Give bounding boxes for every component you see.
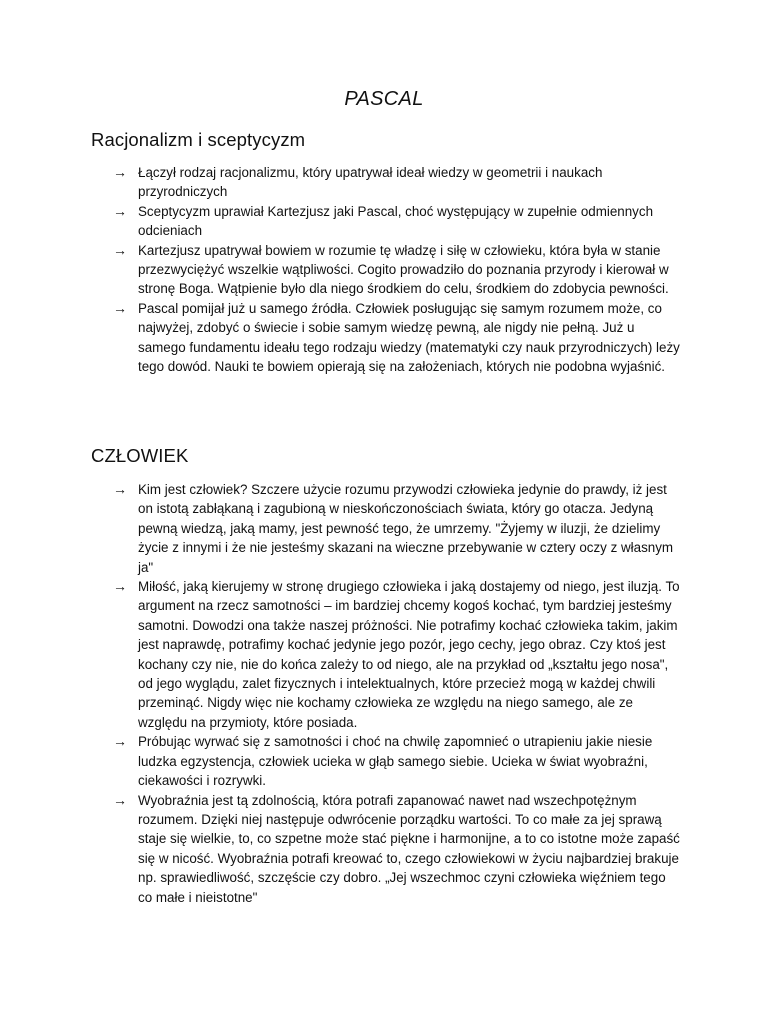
list-item-text: Wyobraźnia jest tą zdolnością, która potrafi zapanować nawet nad wszechpotężnym rozumem. Dzięki niej następuje odwrócenie porządku wartości. To co małe za jej sprawą staje się wielkie, to, co szpetne może stać piękne i harmonijne, a to co istotne może zapaść się w nicość. Wyobraźnia potrafi kreować to, czego człowiekowi w życiu najbardziej brakuje np. sprawiedliwość, szczęście czy dobro. „Jej wszechmoc czyni człowieka więźniem tego co małe i nieistotne": [138, 792, 680, 905]
list-item: [113, 791, 683, 907]
arrow-right-icon: →: [113, 164, 127, 180]
list-item: [113, 480, 683, 577]
arrow-right-icon: →: [113, 299, 127, 316]
list-item-text: Łączył rodzaj racjonalizmu, który upatrywał ideał wiedzy w geometrii i naukach przyrodniczych: [138, 165, 603, 200]
list-item: [113, 202, 683, 241]
list-item: [113, 241, 683, 299]
list-item: [113, 299, 683, 377]
list-item-text: Miłość, jaką kierujemy w stronę drugiego człowieka i jaką dostajemy od niego, jest iluzją. To argument na rzecz samotności – im bardziej chcemy kogoś kochać, tym bardziej jesteśmy samotni. Dowodzi ona także naszej próżności. Nie potrafimy kochać człowieka takim, jakim jest naprawdę, potrafimy kochać jedynie jego pozór, jego cechy, jego obraz. Czy ktoś jest kochany czy nie, nie do końca zależy to od niego, ale na przykład od „kształtu jego nosa", od jego wyglądu, zalet fizycznych i intelektualnych, które przecież mogą w każdej chwili przeminąć. Nigdy więc nie kochamy człowieka ze względu na niego samego, ale ze względu na przymioty, które posiada.: [138, 579, 680, 730]
arrow-right-icon: →: [113, 481, 127, 497]
arrow-right-icon: →: [113, 202, 127, 219]
section-heading-czlowiek: CZŁOWIEK: [91, 445, 189, 466]
list-item-text: Kim jest człowiek? Szczere użycie rozumu przywodzi człowieka jedynie do prawdy, iż jest on istotą zabłąkaną i zagubioną w nieskończonościach świata, który go otacza. Jedyną pewną wiedzą, jaką mamy, jest pewność tego, że umrzemy. "Żyjemy w iluzji, że dzielimy życie z innymi i że nie jesteśmy skazani na wieczne przebywanie w cztery oczy z własnym ja": [138, 482, 674, 575]
list-item: [113, 732, 683, 790]
list-item: [113, 163, 683, 202]
arrow-right-icon: →: [113, 791, 127, 808]
list-item-text: Kartezjusz upatrywał bowiem w rozumie tę władzę i siłę w człowieku, która była w stanie przezwyciężyć wszelkie wątpliwości. Cogito prowadziło do poznania przyrody i kierował w stronę Boga. Wątpienie było dla niego środkiem do celu, środkiem do zdobycia pewności.: [138, 242, 669, 297]
arrow-right-icon: →: [113, 578, 127, 595]
list-item-text: Sceptycyzm uprawiał Kartezjusz jaki Pascal, choć występujący w zupełnie odmiennych odcieniach: [138, 203, 654, 239]
list-item: [113, 577, 683, 732]
arrow-right-icon: →: [113, 241, 127, 258]
bullet-list-racjonalizm: [113, 163, 683, 376]
document-title: PASCAL: [344, 88, 424, 110]
list-item-text: Pascal pomijał już u samego źródła. Człowiek posługując się samym rozumem może, co najwyżej, zdobyć o świecie i sobie samym wiedzę pewną, ale nigdy nie pełną. Już u samego fundamentu ideału tego rodzaju wiedzy (matematyki czy nauk przyrodniczych) leży tego dowód. Nauki te bowiem opierają się na założeniach, których nie podobna wyjaśnić.: [138, 300, 680, 375]
section-heading-racjonalizm: Racjonalizm i sceptycyzm: [91, 129, 306, 150]
bullet-list-czlowiek: [113, 480, 683, 907]
arrow-right-icon: →: [113, 733, 127, 750]
list-item-text: Próbując wyrwać się z samotności i choć na chwilę zapomnieć o utrapieniu jakie niesie ludzka egzystencja, człowiek ucieka w głąb samego siebie. Ucieka w świat wyobraźni, ciekawości i rozrywki.: [138, 734, 653, 789]
